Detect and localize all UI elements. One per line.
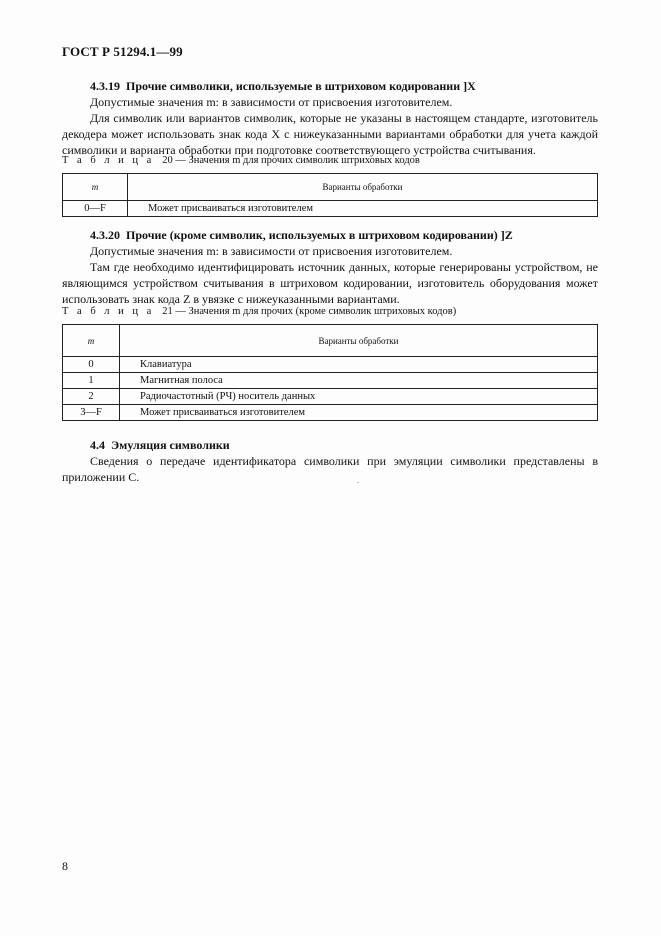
section-4-3-20-title: Прочие (кроме символик, используемых в штриховом кодировании) ]Z	[126, 228, 513, 242]
table-row	[63, 357, 598, 373]
table-21-cell-m: 2	[63, 389, 120, 405]
table-21-cell-desc: Клавиатура	[120, 357, 598, 373]
section-4-3-19-para-2: Для символик или вариантов символик, которые не указаны в настоящем стандарте, изготовитель декодера может использовать знак кода X с нижеуказанными вариантами обработки для учета каждой символики и варианта обработки при подготовке соответствующего устройства считывания.	[62, 111, 598, 157]
section-4-4-number: 4.4	[90, 438, 105, 452]
section-4-3-20-para-1: Допустимые значения m: в зависимости от присвоения изготовителем.	[90, 244, 453, 258]
table-21-cell-m: 0	[63, 357, 120, 373]
section-4-3-19-title: Прочие символики, используемые в штриховом кодировании ]X	[126, 79, 476, 93]
table-21-cell-m: 1	[63, 373, 120, 389]
section-4-3-19	[62, 78, 598, 158]
table-20	[62, 173, 598, 217]
table-20-col-m: m	[63, 174, 128, 201]
section-4-3-20-number: 4.3.20	[90, 228, 120, 242]
table-20-cell-m: 0—F	[63, 201, 128, 217]
table-row	[63, 373, 598, 389]
table-20-col-variants: Варианты обработки	[128, 174, 598, 201]
table-21-caption-text: 21 — Значения m для прочих (кроме символик штриховых кодов)	[162, 306, 457, 317]
document-code-header: ГОСТ Р 51294.1—99	[62, 44, 183, 59]
table-row	[63, 201, 598, 217]
table-21-caption	[62, 306, 456, 317]
table-21-col-variants: Варианты обработки	[120, 325, 598, 357]
section-4-4-title: Эмуляция символики	[111, 438, 230, 452]
table-21-cell-m: 3—F	[63, 405, 120, 421]
section-4-3-20-para-2: Там где необходимо идентифицировать источник данных, которые генерированы устройством, не являющимся устройством считывания в штриховом кодировании, изготовитель оборудования может использовать знак кода Z в увязке с нижеуказанными вариантами.	[62, 260, 598, 306]
table-20-caption-text: 20 — Значения m для прочих символик штриховых кодов	[162, 155, 420, 166]
section-4-3-19-heading	[62, 78, 598, 94]
section-4-3-19-number: 4.3.19	[90, 79, 120, 93]
table-21-caption-prefix: Т а б л и ц а	[62, 306, 155, 317]
section-4-3-20	[62, 227, 598, 307]
section-4-3-19-para-1: Допустимые значения m: в зависимости от присвоения изготовителем.	[90, 95, 453, 109]
page-number: 8	[62, 859, 68, 873]
scan-speck	[357, 482, 359, 483]
table-20-cell-desc: Может присваиваться изготовителем	[128, 201, 598, 217]
table-20-caption-prefix: Т а б л и ц а	[62, 155, 155, 166]
section-4-4-heading	[62, 437, 598, 453]
table-20-header-row	[63, 174, 598, 201]
table-21-col-m: m	[63, 325, 120, 357]
table-20-caption	[62, 155, 420, 166]
table-21-cell-desc: Магнитная полоса	[120, 373, 598, 389]
section-4-4	[62, 437, 598, 485]
table-row	[63, 405, 598, 421]
table-21-cell-desc: Радиочастотный (РЧ) носитель данных	[120, 389, 598, 405]
section-4-4-para-1: Сведения о передаче идентификатора символики при эмуляции символики представлены в приложении C.	[62, 454, 598, 484]
table-21	[62, 324, 598, 421]
table-21-header-row	[63, 325, 598, 357]
table-row	[63, 389, 598, 405]
section-4-3-20-heading	[62, 227, 598, 243]
table-21-cell-desc: Может присваиваться изготовителем	[120, 405, 598, 421]
